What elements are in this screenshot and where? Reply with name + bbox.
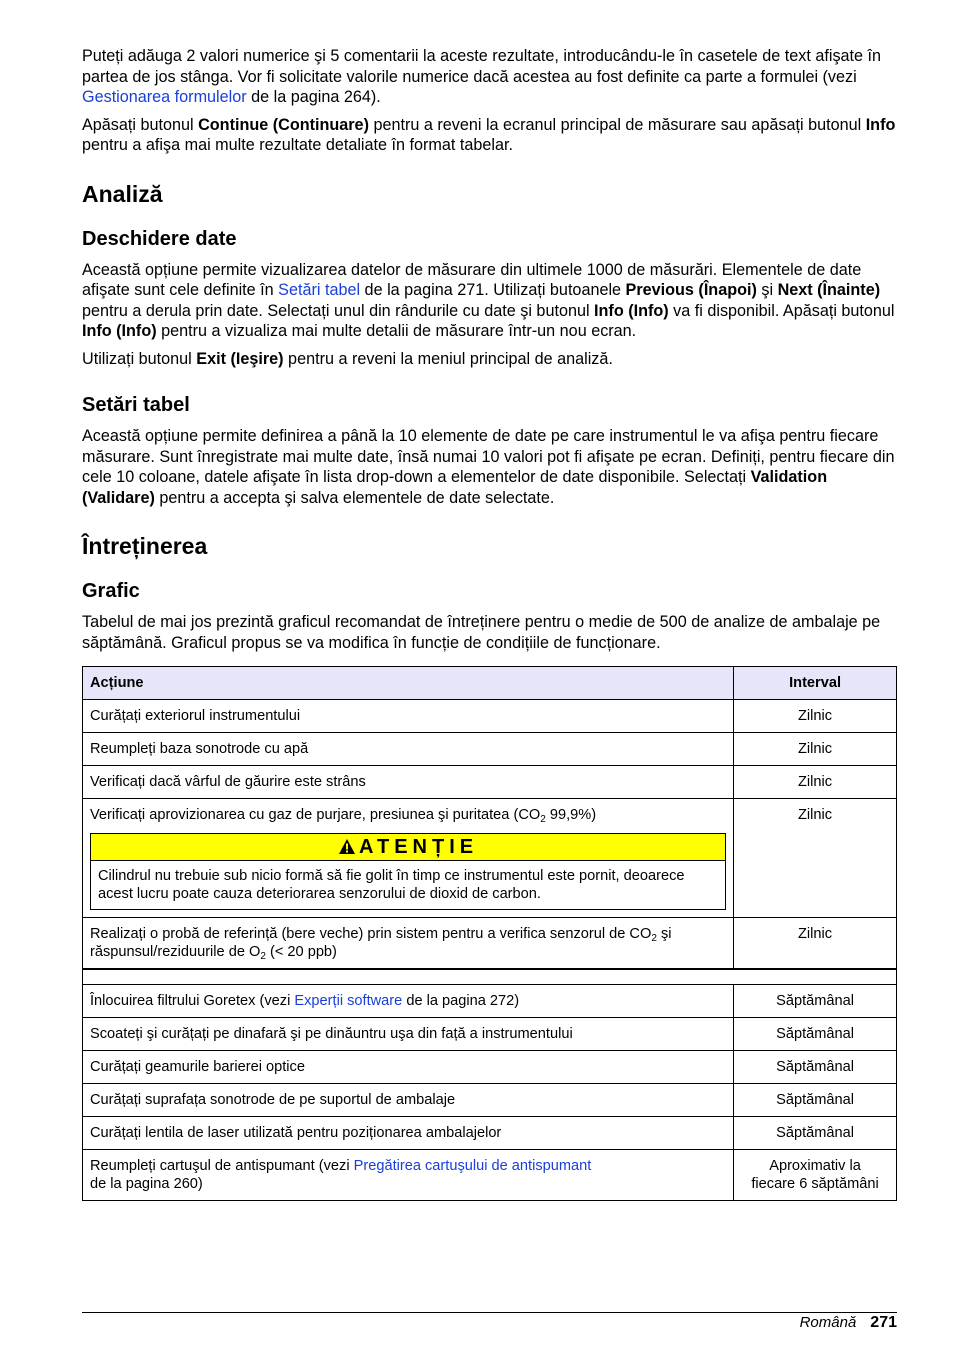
text: pentru a reveni la meniul principal de analiză. <box>283 349 613 368</box>
gas-action-text <box>90 806 726 824</box>
warning-triangle-icon <box>338 838 356 855</box>
subscript: 2 <box>260 951 266 962</box>
footer-language: Română <box>799 1314 857 1331</box>
section-title-analiza: Analiză <box>82 180 163 207</box>
cell-interval <box>734 1150 897 1201</box>
cell-interval: Săptămânal <box>734 1018 897 1051</box>
warning-title: ATENȚIE <box>359 836 479 858</box>
subscript: 2 <box>540 814 546 825</box>
header-interval: Interval <box>734 667 897 700</box>
cell-interval: Zilnic <box>734 733 897 766</box>
text: va fi disponibil. Apăsați butonul <box>668 301 895 320</box>
subsection-title-grafic: Grafic <box>82 580 140 602</box>
text: pentru a afişa mai multe rezultate detaliate în format tabelar. <box>82 136 513 154</box>
subsection-title-setari: Setări tabel <box>82 394 190 416</box>
table-row <box>83 1117 897 1150</box>
bold-text: Next (Înainte) <box>777 281 881 299</box>
cell-action: Verificați dacă vârful de găurire este strâns <box>83 766 734 799</box>
deschidere-paragraph-1 <box>82 260 897 342</box>
link-setari-tabel[interactable]: Setări tabel <box>278 281 361 299</box>
cell-interval: Zilnic <box>734 799 897 918</box>
text: Această opțiune permite definirea a până la 10 elemente de date pe care instrumentul le va afişa pentru fiecare măsurare. Sunt înregistrate mai multe date, însă numai 10 valori pot fi afişate pe ecran. Definiți, pentru fiecare din cele 10 coloane, datele afişate în lista drop-down a elementelor de date disponibile. Selectați <box>82 427 895 486</box>
text: fiecare 6 săptămâni <box>751 1176 879 1192</box>
table-row-cartridge <box>83 1150 897 1201</box>
page-footer <box>800 1313 897 1333</box>
subsection-title-deschidere: Deschidere date <box>82 227 237 250</box>
cell-action: Curățați exteriorul instrumentului <box>83 700 734 733</box>
table-row <box>83 733 897 766</box>
cell-action: Curățați lentila de laser utilizată pentru poziționarea ambalajelor <box>83 1117 734 1150</box>
text: de la pagina 272) <box>402 993 520 1009</box>
cell-interval: Zilnic <box>734 766 897 799</box>
text: Verificați aprovizionarea cu gaz de purjare, presiunea şi puritatea (CO <box>90 807 541 823</box>
table-header-row <box>83 667 897 700</box>
bold-text: Previous (Înapoi) <box>625 281 757 299</box>
text: Utilizați butonul <box>82 349 197 368</box>
section-title-intretinere: Întreținerea <box>82 533 208 559</box>
text: de la pagina 271. Utilizați butoanele <box>360 281 626 299</box>
text: pentru a vizualiza mai multe detalii de măsurare într-un nou ecran. <box>156 322 637 340</box>
table-row <box>83 766 897 799</box>
cell-interval: Săptămânal <box>734 1084 897 1117</box>
link-pregatirea-cartusului[interactable]: Pregătirea cartuşului de antispumant <box>353 1158 592 1174</box>
bold-text: Continue (Continuare) <box>198 115 369 134</box>
table-row-goretex <box>83 985 897 1018</box>
cell-interval: Săptămânal <box>734 1117 897 1150</box>
grafic-paragraph: Tabelul de mai jos prezintă graficul recomandat de întreținere pentru o medie de 500 de analize de ambalaje pe săptămână. Graficul propus se va modifica în funcție de condițiile de funcționare. <box>82 613 881 652</box>
cell-interval: Săptămânal <box>734 1051 897 1084</box>
text: de la pagina 264). <box>246 88 381 106</box>
text: Această opțiune permite vizualizarea datelor de măsurare din ultimele 1000 de măsurări. Elementele de date afişate sunt cele definite în <box>82 260 862 299</box>
cell-action: Scoateți şi curățați pe dinafară şi pe dinăuntru uşa din față a instrumentului <box>83 1018 734 1051</box>
table-separator-row <box>83 969 897 985</box>
separator-cell <box>83 969 897 985</box>
warning-header <box>91 834 725 861</box>
cell-action <box>83 918 734 970</box>
bold-text: Validation (Validare) <box>82 468 828 507</box>
text: Apăsați butonul <box>82 115 199 134</box>
page-number: 271 <box>870 1314 897 1331</box>
cell-interval: Zilnic <box>734 700 897 733</box>
text: pentru a reveni la ecranul principal de măsurare sau apăsați butonul <box>368 115 866 134</box>
cell-action: Reumpleți baza sonotrode cu apă <box>83 733 734 766</box>
text: Reumpleți cartuşul de antispumant (vezi <box>90 1158 354 1174</box>
table-row <box>83 1051 897 1084</box>
text: Puteți adăuga 2 valori numerice şi 5 comentarii la aceste rezultate, introducându-le în casetele de text afişate în partea de jos stânga. Vor fi solicitate valorile numerice dacă acestea au fost definite ca parte a formulei (vezi <box>82 47 882 86</box>
footer-divider <box>82 1312 897 1313</box>
cell-interval: Zilnic <box>734 918 897 970</box>
bold-text: Exit (Ieşire) <box>196 349 284 368</box>
table-row <box>83 1018 897 1051</box>
cell-action <box>83 799 734 918</box>
table-row <box>83 1084 897 1117</box>
text: Înlocuirea filtrului Goretex (vezi <box>90 993 295 1009</box>
maintenance-table <box>82 666 897 1201</box>
text: şi răspunsul/reziduurile de O <box>90 926 672 960</box>
link-gestionarea-formulelor[interactable]: Gestionarea formulelor <box>82 88 247 106</box>
text: 99,9%) <box>545 807 597 823</box>
header-action: Acțiune <box>83 667 734 700</box>
intro-paragraph-1 <box>82 46 897 108</box>
bold-text: Info <box>865 115 896 134</box>
cell-action: Curățați suprafața sonotrode de pe suportul de ambalaje <box>83 1084 734 1117</box>
deschidere-paragraph-2 <box>82 349 897 370</box>
cell-action <box>83 1150 734 1201</box>
text: (< 20 ppb) <box>265 944 337 960</box>
warning-text: Cilindrul nu trebuie sub nicio formă să fie golit în timp ce instrumentul este pornit, deoarece acest lucru poate cauza deteriorarea senzorului de dioxid de carbon. <box>98 868 685 902</box>
cell-action <box>83 985 734 1018</box>
table-row-reference <box>83 918 897 970</box>
link-expertii-software[interactable]: Experții software <box>294 993 403 1009</box>
bold-text: Info (Info) <box>82 322 157 340</box>
warning-box <box>90 833 726 910</box>
text: Aproximativ la <box>769 1158 861 1174</box>
setari-paragraph <box>82 426 897 508</box>
cell-interval: Săptămânal <box>734 985 897 1018</box>
bold-text: Info (Info) <box>594 301 669 320</box>
text: şi <box>756 281 778 299</box>
text: de la pagina 260) <box>90 1176 203 1192</box>
cell-action: Curățați geamurile barierei optice <box>83 1051 734 1084</box>
table-row-gas <box>83 799 897 918</box>
document-page <box>82 46 897 1201</box>
text: Realizați o probă de referință (bere veche) prin sistem pentru a verifica senzorul de CO <box>90 926 652 942</box>
text: pentru a accepta şi salva elementele de date selectate. <box>154 488 555 507</box>
subscript: 2 <box>651 933 657 944</box>
intro-paragraph-2 <box>82 115 897 156</box>
table-row <box>83 700 897 733</box>
text: pentru a derula prin date. Selectați unul din rândurile cu date şi butonul <box>82 301 595 320</box>
